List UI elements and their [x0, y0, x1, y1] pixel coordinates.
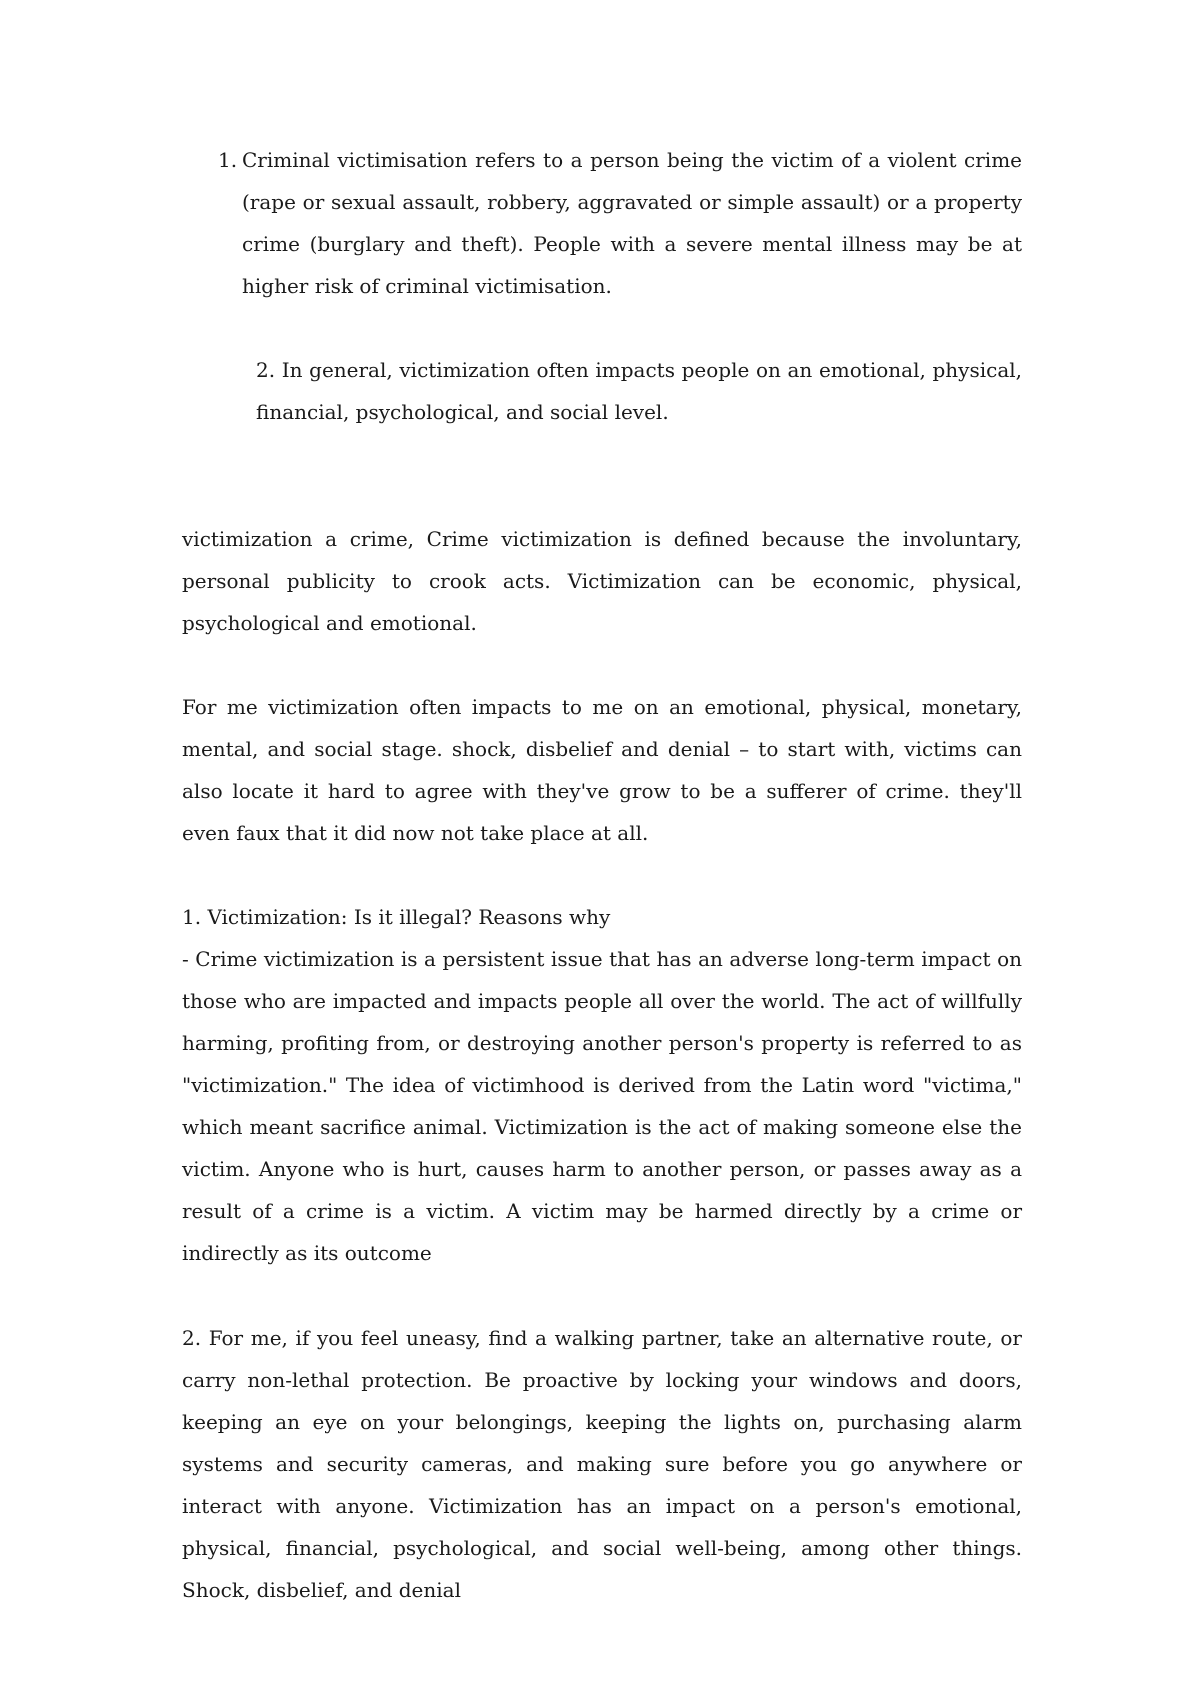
numbered-list: [218, 139, 1022, 307]
paragraph-2: [182, 686, 1022, 854]
paragraph-2-text: For me victimization often impacts to me on an emotional, physical, monetary, mental, and social stage. shock, disbelief and denial – to start with, victims can also locate it hard to agree with they've grow to be a sufferer of crime. they'll even faux that it did now not take place at all.: [182, 695, 1022, 845]
section-one: [182, 896, 1022, 1274]
section-two-body: 2. For me, if you feel uneasy, find a walking partner, take an alternative route, or carry non-lethal protection. Be proactive by locking your windows and doors, keeping an eye on your belongings, keeping the lights on, purchasing alarm systems and security cameras, and making sure before you go anywhere or interact with anyone. Victimization has an impact on a person's emotional, physical, financial, psychological, and social well-being, among other things. Shock, disbelief, and denial: [182, 1326, 1022, 1602]
section-two: [182, 1317, 1022, 1611]
section-one-body: - Crime victimization is a persistent issue that has an adverse long-term impact on those who are impacted and impacts people all over the world. The act of willfully harming, profiting from, or destroying another person's property is referred to as "victimization." The idea of victimhood is derived from the Latin word "victima," which meant sacrifice animal. Victimization is the act of making someone else the victim. Anyone who is hurt, causes harm to another person, or passes away as a result of a crime is a victim. A victim may be harmed directly by a crime or indirectly as its outcome: [182, 947, 1022, 1265]
list-item-1: [218, 139, 1022, 307]
list-item-2-text: 2. In general, victimization often impacts people on an emotional, physical, financial, psychological, and social level.: [256, 358, 1022, 424]
list-item-1-number: 1.: [218, 148, 238, 172]
list-item-1-text: Criminal victimisation refers to a person being the victim of a violent crime (rape or sexual assault, robbery, aggravated or simple assault) or a property crime (burglary and theft). People with a severe mental illness may be at higher risk of criminal victimisation.: [242, 148, 1022, 298]
paragraph-1-text: victimization a crime, Crime victimization is defined because the involuntary, personal publicity to crook acts. Victimization can be economic, physical, psychological and emotional.: [182, 527, 1022, 635]
section-one-heading: 1. Victimization: Is it illegal? Reasons why: [182, 905, 611, 929]
paragraph-1: [182, 518, 1022, 644]
